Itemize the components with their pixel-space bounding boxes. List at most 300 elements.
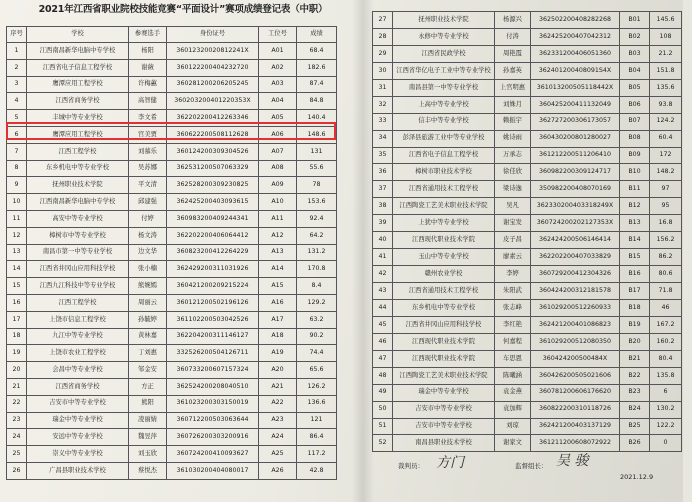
contestant-name: 付涛 xyxy=(495,28,531,45)
score: 182.6 xyxy=(297,59,337,76)
table-row xyxy=(373,164,682,181)
score: 87.4 xyxy=(297,76,337,93)
station-number: A22 xyxy=(259,395,297,412)
row-index: 12 xyxy=(7,227,27,244)
school-name: 鹰潭应用工程学校 xyxy=(27,126,129,143)
header-score: 成绩 xyxy=(297,27,337,43)
score: 172 xyxy=(650,147,682,164)
table-row xyxy=(373,316,682,333)
row-index: 1 xyxy=(7,43,27,60)
score: 124.2 xyxy=(650,113,682,130)
school-name: 江西省电子信息工程学校 xyxy=(27,59,129,76)
score: 135.6 xyxy=(650,79,682,96)
id-number: 362202200412263346 xyxy=(167,110,259,127)
school-name: 上饶市农业工程学校 xyxy=(27,345,129,362)
id-number: 361030200404080017 xyxy=(167,462,259,479)
contestant-name: 孙毓婷 xyxy=(129,311,167,328)
score: 170.8 xyxy=(297,261,337,278)
contestant-name: 周丽云 xyxy=(129,294,167,311)
table-row xyxy=(373,79,682,96)
contestant-name: 高智健 xyxy=(129,93,167,110)
station-number: B09 xyxy=(620,147,650,164)
station-number: B02 xyxy=(620,28,650,45)
station-number: B16 xyxy=(620,266,650,283)
school-name: 彭泽县旅游工业中等专业学校 xyxy=(393,130,495,147)
station-number: A26 xyxy=(259,462,297,479)
station-number: B11 xyxy=(620,181,650,198)
id-number: 362202200407033829 xyxy=(531,249,620,266)
id-number: 360124200309304526 xyxy=(167,143,259,160)
table-row xyxy=(7,429,337,446)
contestant-name: 刘玉欣 xyxy=(129,446,167,463)
station-number: A13 xyxy=(259,244,297,261)
row-index: 14 xyxy=(7,261,27,278)
station-number: B12 xyxy=(620,198,650,215)
score: 160.2 xyxy=(650,333,682,350)
score: 148.2 xyxy=(650,164,682,181)
contestant-name: 周艳霞 xyxy=(495,45,531,62)
table-row xyxy=(7,177,337,194)
table-row xyxy=(373,384,682,401)
station-number: A08 xyxy=(259,160,297,177)
table-row xyxy=(7,160,337,177)
table-row xyxy=(7,395,337,412)
header-id-number: 身份证号 xyxy=(167,27,259,43)
row-index: 42 xyxy=(373,266,393,283)
table-row xyxy=(7,194,337,211)
station-number: A20 xyxy=(259,362,297,379)
contestant-name: 黄林嘉 xyxy=(129,328,167,345)
table-row xyxy=(7,446,337,463)
school-name: 瑞金中等专业学校 xyxy=(393,384,495,401)
table-row xyxy=(373,418,682,435)
row-index: 49 xyxy=(373,384,393,401)
score-table-right xyxy=(372,11,682,452)
row-index: 19 xyxy=(7,345,27,362)
score: 8.4 xyxy=(297,278,337,295)
school-name: 江西现代职业技术学院 xyxy=(393,232,495,249)
school-name: 江西省华亿电子工业中等专业学校 xyxy=(393,62,495,79)
score: 92.4 xyxy=(297,210,337,227)
contestant-name: 付婷 xyxy=(129,210,167,227)
contestant-name: 谢家文 xyxy=(495,435,531,452)
school-name: 瑞金中等专业学校 xyxy=(27,412,129,429)
row-index: 34 xyxy=(373,130,393,147)
contestant-name: 梁诗逸 xyxy=(495,181,531,198)
id-number: 350982200408070169 xyxy=(531,181,620,198)
school-name: 江西省通用技术工程学校 xyxy=(393,181,495,198)
score: 42.8 xyxy=(297,462,337,479)
score: 122.2 xyxy=(650,418,682,435)
id-number: 360982200309124717 xyxy=(531,164,620,181)
row-index: 20 xyxy=(7,362,27,379)
station-number: B13 xyxy=(620,215,650,232)
id-number: 361211200608072922 xyxy=(531,435,620,452)
table-row xyxy=(7,143,337,160)
station-number: A17 xyxy=(259,311,297,328)
supervisor-signature: 吴 骏 xyxy=(556,453,589,469)
school-name: 鹰潭应用工程学校 xyxy=(27,76,129,93)
station-number: B03 xyxy=(620,45,650,62)
page-fold-shadow xyxy=(352,0,374,502)
station-number: B10 xyxy=(620,164,650,181)
row-index: 4 xyxy=(7,93,27,110)
station-number: B26 xyxy=(620,435,650,452)
row-index: 18 xyxy=(7,328,27,345)
score: 156.2 xyxy=(650,232,682,249)
table-header-row xyxy=(7,27,337,43)
station-number: A03 xyxy=(259,76,297,93)
table-row xyxy=(373,435,682,452)
table-row xyxy=(7,328,337,345)
table-row xyxy=(373,401,682,418)
table-row xyxy=(7,378,337,395)
table-row xyxy=(7,294,337,311)
station-number: A04 xyxy=(259,93,297,110)
id-number: 360122200404232720 xyxy=(167,59,259,76)
score: 80.6 xyxy=(650,266,682,283)
contestant-name: 孙嘉英 xyxy=(495,62,531,79)
table-row xyxy=(7,261,337,278)
contestant-name: 吴凡 xyxy=(495,198,531,215)
school-name: 东乡机电中等专业学校 xyxy=(393,299,495,316)
id-number: 361023200303150019 xyxy=(167,395,259,412)
id-number: 360203200401220353X xyxy=(167,93,259,110)
contestant-name: 杨阳 xyxy=(129,43,167,60)
page-title: 2021年江西省职业院校技能竞赛“平面设计”赛项成绩登记表（中职） xyxy=(38,4,328,15)
station-number: A01 xyxy=(259,43,297,60)
school-name: 江西省商务学校 xyxy=(27,93,129,110)
contestant-name: 谢薇 xyxy=(129,59,167,76)
id-number: 362424200506146414 xyxy=(531,232,620,249)
score: 131 xyxy=(297,143,337,160)
station-number: A05 xyxy=(259,110,297,127)
contestant-name: 熊婉嫣 xyxy=(129,278,167,295)
score: 84.8 xyxy=(297,93,337,110)
contestant-name: 杨源兴 xyxy=(495,12,531,29)
school-name: 江西现代职业技术学院 xyxy=(393,333,495,350)
table-row xyxy=(373,350,682,367)
score: 90.2 xyxy=(297,328,337,345)
id-number: 360983200409244341 xyxy=(167,210,259,227)
school-name: 江西九江科技中等专业学校 xyxy=(27,278,129,295)
row-index: 13 xyxy=(7,244,27,261)
score: 129.2 xyxy=(297,294,337,311)
table-row xyxy=(373,367,682,384)
table-row xyxy=(373,333,682,350)
station-number: A19 xyxy=(259,345,297,362)
table-row xyxy=(373,181,682,198)
station-number: A07 xyxy=(259,143,297,160)
score: 86.2 xyxy=(650,249,682,266)
school-name: 丰城中等专业学校 xyxy=(27,110,129,127)
school-name: 九江中等专业学校 xyxy=(27,328,129,345)
table-row xyxy=(373,12,682,29)
school-name: 江西省商务学校 xyxy=(27,378,129,395)
contestant-name: 李婷 xyxy=(495,266,531,283)
row-index: 35 xyxy=(373,147,393,164)
id-number: 360425200411132049 xyxy=(531,96,620,113)
contestant-name: 谢宝发 xyxy=(495,215,531,232)
school-name: 江西工程学校 xyxy=(27,294,129,311)
station-number: A23 xyxy=(259,412,297,429)
row-index: 48 xyxy=(373,367,393,384)
station-number: B23 xyxy=(620,384,650,401)
score: 121 xyxy=(297,412,337,429)
school-name: 吉安市中等专业学校 xyxy=(393,401,495,418)
row-index: 43 xyxy=(373,283,393,300)
table-row xyxy=(373,130,682,147)
sign-date: 2021.12.9 xyxy=(620,473,654,481)
contestant-name: 袁金燕 xyxy=(495,384,531,401)
row-index: 24 xyxy=(7,429,27,446)
score: 95 xyxy=(650,198,682,215)
score: 126.2 xyxy=(297,378,337,395)
station-number: B21 xyxy=(620,350,650,367)
station-number: A02 xyxy=(259,59,297,76)
id-number: 362401200408091S4X xyxy=(531,62,620,79)
row-index: 16 xyxy=(7,294,27,311)
row-index: 9 xyxy=(7,177,27,194)
id-number: 360729200412304326 xyxy=(531,266,620,283)
table-row xyxy=(7,43,337,60)
school-name: 永修中等专业学校 xyxy=(393,28,495,45)
contestant-name: 陈曦涵 xyxy=(495,367,531,384)
table-row xyxy=(7,462,337,479)
id-number: 362502200408282268 xyxy=(531,12,620,29)
score: 148.6 xyxy=(297,126,337,143)
row-index: 44 xyxy=(373,299,393,316)
id-number: 360622200508112628 xyxy=(167,126,259,143)
row-index: 3 xyxy=(7,76,27,93)
station-number: A14 xyxy=(259,261,297,278)
referee-label: 裁判员： xyxy=(398,462,424,470)
score: 130.2 xyxy=(650,401,682,418)
station-number: A06 xyxy=(259,126,297,143)
row-index: 51 xyxy=(373,418,393,435)
school-name: 抚州职业技术学院 xyxy=(393,12,495,29)
table-row xyxy=(7,59,337,76)
score-table-left xyxy=(6,26,337,480)
id-number: 360724200202127353X xyxy=(531,215,620,232)
score: 80.4 xyxy=(650,350,682,367)
row-index: 38 xyxy=(373,198,393,215)
score: 6 xyxy=(650,384,682,401)
table-row xyxy=(7,278,337,295)
id-number: 361029200512260933 xyxy=(531,299,620,316)
contestant-name: 熊阳 xyxy=(129,395,167,412)
row-index: 23 xyxy=(7,412,27,429)
table-row xyxy=(7,210,337,227)
row-index: 28 xyxy=(373,28,393,45)
score: 108 xyxy=(650,28,682,45)
school-name: 抚州职业技术学院 xyxy=(27,177,129,194)
school-name: 广昌县职业技术学校 xyxy=(27,462,129,479)
score: 131.2 xyxy=(297,244,337,261)
station-number: A16 xyxy=(259,294,297,311)
school-name: 赣州农业学校 xyxy=(393,266,495,283)
row-index: 17 xyxy=(7,311,27,328)
contestant-name: 赖振宇 xyxy=(495,113,531,130)
row-index: 25 xyxy=(7,446,27,463)
contestant-name: 杨文涛 xyxy=(129,227,167,244)
row-index: 27 xyxy=(373,12,393,29)
table-row xyxy=(373,198,682,215)
school-name: 江西工程学校 xyxy=(27,143,129,160)
school-name: 高安中等专业学校 xyxy=(27,210,129,227)
contestant-name: 官美贾 xyxy=(129,126,167,143)
school-name: 信丰中等专业学校 xyxy=(393,113,495,130)
school-name: 樟树市中等专业学校 xyxy=(27,227,129,244)
station-number: B17 xyxy=(620,283,650,300)
station-number: A25 xyxy=(259,446,297,463)
id-number: 361029200512080350 xyxy=(531,333,620,350)
school-name: 会昌中等专业学校 xyxy=(27,362,129,379)
id-number: 360712200503063644 xyxy=(167,412,259,429)
row-index: 6 xyxy=(7,126,27,143)
contestant-name: 朱阳武 xyxy=(495,283,531,300)
id-number: 36012320020812241X xyxy=(167,43,259,60)
row-index: 11 xyxy=(7,210,27,227)
school-name: 江西南昌新华电脑中专学校 xyxy=(27,194,129,211)
station-number: A09 xyxy=(259,177,297,194)
contestant-name: 邹金安 xyxy=(129,362,167,379)
table-row xyxy=(7,362,337,379)
school-name: 江西省井冈山应用科技学校 xyxy=(27,261,129,278)
id-number: 360121200502196126 xyxy=(167,294,259,311)
id-number: 362204200311146127 xyxy=(167,328,259,345)
row-index: 40 xyxy=(373,232,393,249)
id-number: 362330200403318249X xyxy=(531,198,620,215)
school-name: 安远中等专业学校 xyxy=(27,429,129,446)
school-name: 吉安市中等专业学校 xyxy=(27,395,129,412)
id-number: 360726200303200916 xyxy=(167,429,259,446)
row-index: 22 xyxy=(7,395,27,412)
table-row xyxy=(373,232,682,249)
row-index: 31 xyxy=(373,79,393,96)
score: 78 xyxy=(297,177,337,194)
id-number: 361212200511206410 xyxy=(531,147,620,164)
header-school: 学校 xyxy=(27,27,129,43)
score: 55.6 xyxy=(297,160,337,177)
contestant-name: 袁加辉 xyxy=(495,401,531,418)
id-number: 360822200310118726 xyxy=(531,401,620,418)
score: 135.8 xyxy=(650,367,682,384)
contestant-name: 何嘉程 xyxy=(495,333,531,350)
contestant-name: 万承志 xyxy=(495,147,531,164)
contestant-name: 张志峰 xyxy=(495,299,531,316)
station-number: B25 xyxy=(620,418,650,435)
id-number: 360426200505021606 xyxy=(531,367,620,384)
row-index: 37 xyxy=(373,181,393,198)
row-index: 36 xyxy=(373,164,393,181)
row-index: 15 xyxy=(7,278,27,295)
station-number: A12 xyxy=(259,227,297,244)
row-index: 26 xyxy=(7,462,27,479)
contestant-name: 吴苏娜 xyxy=(129,160,167,177)
table-row xyxy=(7,311,337,328)
school-name: 玉山中等专业学校 xyxy=(393,249,495,266)
id-number: 362421200403137129 xyxy=(531,418,620,435)
contestant-name: 边文华 xyxy=(129,244,167,261)
header-station: 工位号 xyxy=(259,27,297,43)
row-index: 52 xyxy=(373,435,393,452)
id-number: 362531200507063329 xyxy=(167,160,259,177)
row-index: 5 xyxy=(7,110,27,127)
score: 21.2 xyxy=(650,45,682,62)
id-number: 362425200403093615 xyxy=(167,194,259,211)
school-name: 上高中等专业学校 xyxy=(393,96,495,113)
contestant-name: 车思恩 xyxy=(495,350,531,367)
id-number: 360733200607157324 xyxy=(167,362,259,379)
header-index: 序号 xyxy=(7,27,27,43)
station-number: A11 xyxy=(259,210,297,227)
contestant-name: 皮子昌 xyxy=(495,232,531,249)
school-name: 江西陶瓷工艺美术职业技术学院 xyxy=(393,367,495,384)
score: 16.8 xyxy=(650,215,682,232)
id-number: 360823200412264229 xyxy=(167,244,259,261)
station-number: A21 xyxy=(259,378,297,395)
row-index: 10 xyxy=(7,194,27,211)
contestant-name: 蔡悦杰 xyxy=(129,462,167,479)
contestant-name: 李红艳 xyxy=(495,316,531,333)
school-name: 南昌县第一中等专业学校 xyxy=(393,79,495,96)
station-number: B18 xyxy=(620,299,650,316)
score: 71.8 xyxy=(650,283,682,300)
id-number: 361013200505118442X xyxy=(531,79,620,96)
id-number: 362421200401086823 xyxy=(531,316,620,333)
contestant-name: 许梅蕙 xyxy=(129,76,167,93)
station-number: A10 xyxy=(259,194,297,211)
score: 117.2 xyxy=(297,446,337,463)
station-number: B04 xyxy=(620,62,650,79)
contestant-name: 魏昱萍 xyxy=(129,429,167,446)
station-number: B07 xyxy=(620,113,650,130)
contestant-name: 平文清 xyxy=(129,177,167,194)
id-number: 360424200500484X xyxy=(531,350,620,367)
header-contestant: 参赛选手 xyxy=(129,27,167,43)
id-number: 332526200504126711 xyxy=(167,345,259,362)
contestant-name: 张小楠 xyxy=(129,261,167,278)
school-name: 东乡机电中等专业学校 xyxy=(27,160,129,177)
school-name: 上饶市信息工程学校 xyxy=(27,311,129,328)
contestant-name: 刘慕乐 xyxy=(129,143,167,160)
station-number: B01 xyxy=(620,12,650,29)
highlight-box xyxy=(6,122,336,140)
row-index: 33 xyxy=(373,113,393,130)
table-row xyxy=(373,62,682,79)
score: 97 xyxy=(650,181,682,198)
station-number: A15 xyxy=(259,278,297,295)
id-number: 362425200407042312 xyxy=(531,28,620,45)
station-number: B14 xyxy=(620,232,650,249)
contestant-name: 刘姝月 xyxy=(495,96,531,113)
table-row xyxy=(373,299,682,316)
id-number: 362331200406051360 xyxy=(531,45,620,62)
row-index: 2 xyxy=(7,59,27,76)
score: 86.4 xyxy=(297,429,337,446)
table-row xyxy=(373,283,682,300)
score: 153.6 xyxy=(297,194,337,211)
station-number: B20 xyxy=(620,333,650,350)
table-row xyxy=(7,76,337,93)
id-number: 360421200209215224 xyxy=(167,278,259,295)
score: 93.8 xyxy=(650,96,682,113)
school-name: 吉安市中等专业学校 xyxy=(393,418,495,435)
station-number: A18 xyxy=(259,328,297,345)
row-index: 45 xyxy=(373,316,393,333)
table-row xyxy=(373,266,682,283)
